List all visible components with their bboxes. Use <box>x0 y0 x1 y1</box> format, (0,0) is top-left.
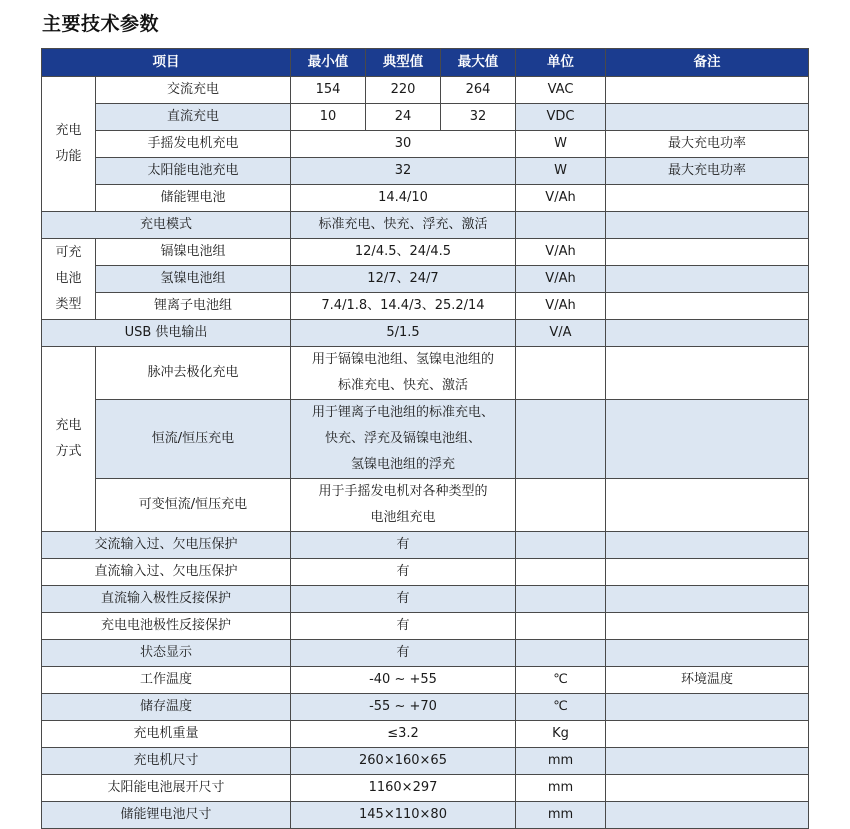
table-row <box>42 212 809 239</box>
row-label: 充电电池极性反接保护 <box>42 613 291 640</box>
cell-unit <box>516 347 606 400</box>
cell-value: 标准充电、快充、浮充、激活 <box>291 212 516 239</box>
row-label: 锂离子电池组 <box>96 293 291 320</box>
header-unit: 单位 <box>516 49 606 77</box>
cell-unit <box>516 400 606 479</box>
row-label: 太阳能电池充电 <box>96 158 291 185</box>
row-label: 可变恒流/恒压充电 <box>96 479 291 532</box>
row-label: 储存温度 <box>42 694 291 721</box>
cell-note <box>606 293 809 320</box>
cell-value: 用于镉镍电池组、氢镍电池组的 标准充电、快充、激活 <box>291 347 516 400</box>
cell-unit: VAC <box>516 77 606 104</box>
cell-value: ≤3.2 <box>291 721 516 748</box>
cell-note <box>606 640 809 667</box>
cell-unit <box>516 640 606 667</box>
table-row <box>42 104 809 131</box>
table-row <box>42 239 809 266</box>
cell-unit <box>516 532 606 559</box>
cell-unit: V/Ah <box>516 239 606 266</box>
cell-note <box>606 748 809 775</box>
table-row <box>42 293 809 320</box>
row-label: 充电机重量 <box>42 721 291 748</box>
cell-value: -55 ~ +70 <box>291 694 516 721</box>
row-label: 储能锂电池 <box>96 185 291 212</box>
cell-unit: ℃ <box>516 694 606 721</box>
cell-value: 7.4/1.8、14.4/3、25.2/14 <box>291 293 516 320</box>
row-label: 脉冲去极化充电 <box>96 347 291 400</box>
cell-typ: 220 <box>366 77 441 104</box>
cell-value: -40 ~ +55 <box>291 667 516 694</box>
cell-value: 用于手摇发电机对各种类型的 电池组充电 <box>291 479 516 532</box>
cell-unit <box>516 212 606 239</box>
cell-value: 12/7、24/7 <box>291 266 516 293</box>
table-row <box>42 721 809 748</box>
cell-note <box>606 775 809 802</box>
table-row <box>42 347 809 400</box>
table-row <box>42 802 809 829</box>
table-row <box>42 559 809 586</box>
cell-unit <box>516 613 606 640</box>
header-note: 备注 <box>606 49 809 77</box>
table-row <box>42 532 809 559</box>
cell-value: 5/1.5 <box>291 320 516 347</box>
cell-unit: V/Ah <box>516 293 606 320</box>
row-label: 直流输入极性反接保护 <box>42 586 291 613</box>
row-label: 储能锂电池尺寸 <box>42 802 291 829</box>
table-row <box>42 320 809 347</box>
row-label: 氢镍电池组 <box>96 266 291 293</box>
table-row <box>42 613 809 640</box>
table-row <box>42 667 809 694</box>
cell-unit <box>516 559 606 586</box>
cell-value: 1160×297 <box>291 775 516 802</box>
cell-unit: W <box>516 131 606 158</box>
cell-unit <box>516 586 606 613</box>
cell-unit: V/Ah <box>516 185 606 212</box>
cell-value: 有 <box>291 532 516 559</box>
cell-note <box>606 559 809 586</box>
cell-value: 12/4.5、24/4.5 <box>291 239 516 266</box>
cell-note <box>606 347 809 400</box>
cell-note <box>606 239 809 266</box>
cell-unit: ℃ <box>516 667 606 694</box>
row-label: 交流输入过、欠电压保护 <box>42 532 291 559</box>
cell-value: 260×160×65 <box>291 748 516 775</box>
header-item: 项目 <box>42 49 291 77</box>
cell-note: 环境温度 <box>606 667 809 694</box>
cell-note: 最大充电功率 <box>606 158 809 185</box>
cell-min: 10 <box>291 104 366 131</box>
row-label: 镉镍电池组 <box>96 239 291 266</box>
row-label: 直流输入过、欠电压保护 <box>42 559 291 586</box>
cell-max: 264 <box>441 77 516 104</box>
cell-value: 有 <box>291 559 516 586</box>
cell-note <box>606 721 809 748</box>
cell-note <box>606 532 809 559</box>
cell-max: 32 <box>441 104 516 131</box>
table-row <box>42 748 809 775</box>
cell-note <box>606 77 809 104</box>
group-battery-types: 可充 电池 类型 <box>42 239 96 320</box>
group-charging-function: 充电 功能 <box>42 77 96 212</box>
cell-unit: mm <box>516 748 606 775</box>
cell-value: 有 <box>291 586 516 613</box>
cell-value: 14.4/10 <box>291 185 516 212</box>
header-max: 最大值 <box>441 49 516 77</box>
cell-note <box>606 802 809 829</box>
table-row <box>42 775 809 802</box>
row-label: 太阳能电池展开尺寸 <box>42 775 291 802</box>
row-label: 手摇发电机充电 <box>96 131 291 158</box>
cell-unit: V/A <box>516 320 606 347</box>
header-row <box>42 49 809 77</box>
row-label: 交流充电 <box>96 77 291 104</box>
table-row <box>42 185 809 212</box>
table-row <box>42 400 809 479</box>
header-min: 最小值 <box>291 49 366 77</box>
cell-value: 有 <box>291 613 516 640</box>
cell-note <box>606 479 809 532</box>
cell-unit: W <box>516 158 606 185</box>
row-label: 直流充电 <box>96 104 291 131</box>
cell-note <box>606 320 809 347</box>
table-row <box>42 77 809 104</box>
group-charging-method: 充电 方式 <box>42 347 96 532</box>
cell-typ: 24 <box>366 104 441 131</box>
cell-note <box>606 266 809 293</box>
cell-note <box>606 400 809 479</box>
row-label: 工作温度 <box>42 667 291 694</box>
cell-note: 最大充电功率 <box>606 131 809 158</box>
cell-note <box>606 694 809 721</box>
row-label: 恒流/恒压充电 <box>96 400 291 479</box>
cell-unit: VDC <box>516 104 606 131</box>
cell-unit: V/Ah <box>516 266 606 293</box>
row-label: USB 供电输出 <box>42 320 291 347</box>
cell-value: 30 <box>291 131 516 158</box>
table-row <box>42 131 809 158</box>
table-row <box>42 694 809 721</box>
table-row <box>42 586 809 613</box>
spec-table <box>41 48 809 829</box>
table-row <box>42 266 809 293</box>
cell-unit <box>516 479 606 532</box>
header-typ: 典型值 <box>366 49 441 77</box>
cell-value: 32 <box>291 158 516 185</box>
cell-value: 有 <box>291 640 516 667</box>
cell-value: 145×110×80 <box>291 802 516 829</box>
table-row <box>42 479 809 532</box>
cell-min: 154 <box>291 77 366 104</box>
cell-unit: mm <box>516 775 606 802</box>
cell-value: 用于锂离子电池组的标准充电、 快充、浮充及镉镍电池组、 氢镍电池组的浮充 <box>291 400 516 479</box>
row-label: 充电模式 <box>42 212 291 239</box>
cell-note <box>606 104 809 131</box>
cell-note <box>606 586 809 613</box>
cell-unit: Kg <box>516 721 606 748</box>
page-title: 主要技术参数 <box>42 13 160 35</box>
cell-unit: mm <box>516 802 606 829</box>
row-label: 充电机尺寸 <box>42 748 291 775</box>
cell-note <box>606 613 809 640</box>
cell-note <box>606 212 809 239</box>
row-label: 状态显示 <box>42 640 291 667</box>
table-row <box>42 158 809 185</box>
cell-note <box>606 185 809 212</box>
table-row <box>42 640 809 667</box>
